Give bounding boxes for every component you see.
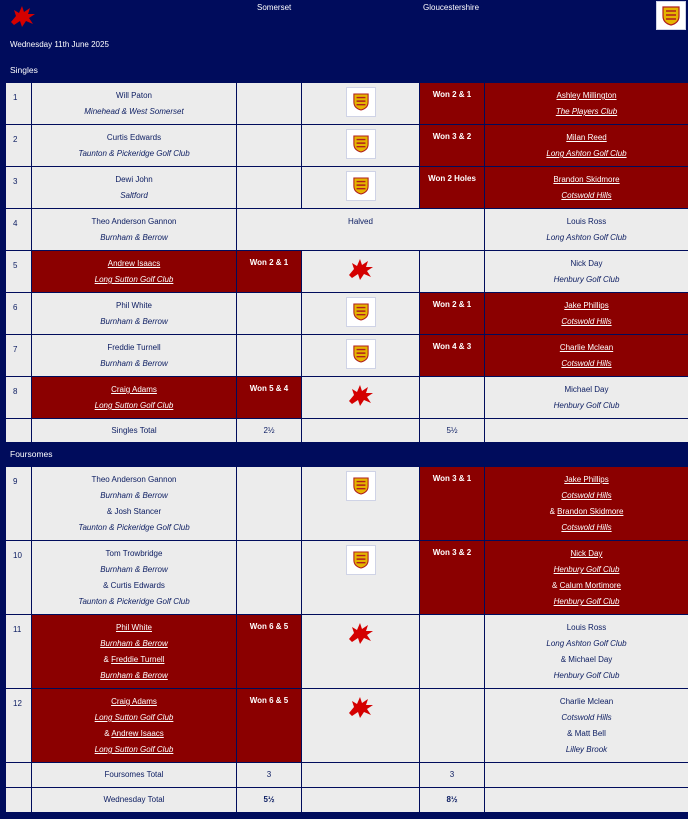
home-players [32, 689, 237, 763]
club-name: Burnham & Berrow [100, 565, 168, 574]
pair-joiner: & [560, 655, 567, 664]
winner-logo [302, 615, 420, 689]
home-players [32, 167, 237, 209]
club-name: Burnham & Berrow [100, 491, 168, 500]
home-result: Won 5 & 4 [237, 377, 302, 419]
away-result [420, 251, 485, 293]
club-name: Burnham & Berrow [100, 359, 168, 368]
club-name[interactable]: Cotswold Hills [561, 491, 612, 500]
halved-result: Halved [237, 209, 485, 251]
match-row [6, 125, 688, 167]
away-result: Won 2 Holes [420, 167, 485, 209]
club-name: Henbury Golf Club [553, 275, 620, 284]
shield-icon [662, 6, 680, 26]
player-link[interactable]: Jake Phillips [564, 301, 609, 310]
away-result: Won 3 & 2 [420, 125, 485, 167]
shield-icon [346, 129, 376, 159]
total-label: Singles Total [32, 419, 237, 444]
winner-logo [302, 125, 420, 167]
pair-joiner: & [106, 507, 113, 516]
home-players [32, 615, 237, 689]
dragon-icon [346, 693, 376, 721]
player-name: Nick Day [570, 259, 603, 268]
player-name: Michael Day [564, 385, 609, 394]
dragon-icon [346, 255, 376, 283]
away-players [485, 293, 688, 335]
player-link[interactable]: Ashley Millington [556, 91, 617, 100]
player-name: Charlie Mclean [559, 697, 614, 706]
total-spacer [6, 763, 32, 788]
total-label: Foursomes Total [32, 763, 237, 788]
player-name: Louis Ross [566, 217, 607, 226]
player-name: Louis Ross [566, 623, 607, 632]
club-name[interactable]: Long Sutton Golf Club [94, 275, 174, 284]
player-link[interactable]: Craig Adams [111, 385, 157, 394]
away-players [485, 377, 688, 419]
home-result: Won 6 & 5 [237, 689, 302, 763]
match-row [6, 467, 688, 541]
player-name: Theo Anderson Gannon [91, 217, 177, 226]
away-players [485, 167, 688, 209]
away-players [485, 335, 688, 377]
away-result: Won 4 & 3 [420, 335, 485, 377]
match-row [6, 541, 688, 615]
player-name: Tom Trowbridge [105, 549, 163, 558]
away-result: Won 3 & 2 [420, 541, 485, 615]
shield-icon [346, 297, 376, 327]
pair-joiner: & [103, 581, 109, 590]
player-link[interactable]: Brandon Skidmore [557, 507, 624, 516]
player-name: Matt Bell [574, 729, 606, 738]
match-row [6, 293, 688, 335]
club-name: Henbury Golf Club [553, 671, 620, 680]
total-spacer [6, 788, 32, 813]
total-spacer [302, 763, 420, 788]
foursomes-heading: Foursomes [5, 442, 688, 466]
club-name: Burnham & Berrow [100, 233, 168, 242]
away-result: Won 3 & 1 [420, 467, 485, 541]
shield-icon [346, 339, 376, 369]
away-players [485, 615, 688, 689]
total-label: Wednesday Total [32, 788, 237, 813]
match-number: 2 [6, 125, 32, 167]
foursomes-table [5, 466, 688, 813]
away-players [485, 83, 688, 125]
player-link[interactable]: Milan Reed [566, 133, 607, 142]
winner-logo [302, 83, 420, 125]
player-link[interactable]: Craig Adams [111, 697, 157, 706]
dragon-icon [346, 381, 376, 409]
player-link[interactable]: Freddie Turnell [111, 655, 165, 664]
away-result [420, 615, 485, 689]
club-name[interactable]: Long Sutton Golf Club [94, 713, 174, 722]
home-players [32, 125, 237, 167]
player-name: Will Paton [115, 91, 152, 100]
home-players [32, 209, 237, 251]
away-players [485, 467, 688, 541]
winner-logo [302, 293, 420, 335]
club-name[interactable]: Cotswold Hills [561, 317, 612, 326]
singles-table [5, 82, 688, 444]
match-number: 5 [6, 251, 32, 293]
winner-logo [302, 377, 420, 419]
shield-icon [346, 471, 376, 501]
home-result [237, 167, 302, 209]
match-number: 4 [6, 209, 32, 251]
somerset-logo [8, 2, 38, 30]
player-name: Curtis Edwards [106, 133, 162, 142]
club-name: Minehead & West Somerset [84, 107, 184, 116]
away-players [485, 209, 688, 251]
club-name[interactable]: Henbury Golf Club [553, 565, 620, 574]
total-spacer [6, 419, 32, 444]
away-total: 3 [420, 763, 485, 788]
home-players [32, 541, 237, 615]
home-result [237, 83, 302, 125]
match-number: 8 [6, 377, 32, 419]
home-total: 3 [237, 763, 302, 788]
club-name: Taunton & Pickeridge Golf Club [78, 523, 190, 532]
home-result: Won 2 & 1 [237, 251, 302, 293]
home-players [32, 251, 237, 293]
home-result [237, 293, 302, 335]
away-result: Won 2 & 1 [420, 83, 485, 125]
home-players [32, 293, 237, 335]
winner-logo [302, 251, 420, 293]
club-name[interactable]: The Players Club [555, 107, 618, 116]
away-players [485, 251, 688, 293]
pair-joiner: & [567, 729, 573, 738]
home-result [237, 467, 302, 541]
player-name: Phil White [115, 301, 152, 310]
match-row [6, 335, 688, 377]
match-row [6, 167, 688, 209]
home-players [32, 377, 237, 419]
club-name[interactable]: Cotswold Hills [561, 359, 612, 368]
home-players [32, 335, 237, 377]
player-link[interactable]: Andrew Isaacs [107, 259, 161, 268]
home-result [237, 125, 302, 167]
match-row [6, 209, 688, 251]
player-link[interactable]: Phil White [115, 623, 152, 632]
match-number: 10 [6, 541, 32, 615]
home-result [237, 541, 302, 615]
player-link[interactable]: Jake Phillips [564, 475, 609, 484]
home-players [32, 467, 237, 541]
club-name[interactable]: Long Sutton Golf Club [94, 745, 174, 754]
away-total: 8½ [420, 788, 485, 813]
pair-joiner: & [104, 729, 110, 738]
away-players [485, 689, 688, 763]
total-row [6, 419, 688, 444]
club-name: Burnham & Berrow [100, 317, 168, 326]
pair-joiner: & [549, 507, 555, 516]
club-name: Taunton & Pickeridge Golf Club [78, 597, 190, 606]
player-name: Josh Stancer [114, 507, 162, 516]
home-result [237, 335, 302, 377]
player-link[interactable]: Charlie Mclean [559, 343, 614, 352]
club-name: Saltford [120, 191, 148, 200]
match-row [6, 615, 688, 689]
total-spacer [302, 788, 420, 813]
player-name: Curtis Edwards [110, 581, 165, 590]
shield-icon [346, 545, 376, 575]
away-total: 5½ [420, 419, 485, 444]
home-team-title: Somerset [257, 3, 292, 12]
home-result: Won 6 & 5 [237, 615, 302, 689]
club-name: Henbury Golf Club [553, 401, 620, 410]
singles-heading: Singles [5, 58, 688, 82]
club-name[interactable]: Long Ashton Golf Club [546, 149, 627, 158]
away-players [485, 125, 688, 167]
dragon-icon [8, 2, 38, 30]
player-name: Theo Anderson Gannon [91, 475, 177, 484]
club-name: Long Ashton Golf Club [546, 639, 627, 648]
match-number: 1 [6, 83, 32, 125]
player-link[interactable]: Andrew Isaacs [111, 729, 164, 738]
gloucestershire-logo [656, 1, 686, 30]
player-name: Dewi John [115, 175, 153, 184]
club-name: Cotswold Hills [561, 713, 612, 722]
pair-joiner: & [103, 655, 109, 664]
club-name[interactable]: Burnham & Berrow [100, 639, 168, 648]
dragon-icon [346, 619, 376, 647]
player-link[interactable]: Brandon Skidmore [553, 175, 620, 184]
away-result [420, 689, 485, 763]
match-row [6, 689, 688, 763]
player-name: Michael Day [568, 655, 613, 664]
total-row [6, 788, 688, 813]
player-name: Freddie Turnell [107, 343, 161, 352]
total-spacer [485, 788, 688, 813]
winner-logo [302, 335, 420, 377]
total-spacer [485, 419, 688, 444]
total-row [6, 763, 688, 788]
match-number: 6 [6, 293, 32, 335]
home-total: 2½ [237, 419, 302, 444]
winner-logo [302, 689, 420, 763]
club-name[interactable]: Burnham & Berrow [100, 671, 168, 680]
away-result [420, 377, 485, 419]
shield-icon [346, 171, 376, 201]
club-name: Lilley Brook [565, 745, 608, 754]
total-spacer [302, 419, 420, 444]
club-name: Taunton & Pickeridge Golf Club [78, 149, 190, 158]
club-name[interactable]: Long Sutton Golf Club [94, 401, 174, 410]
total-spacer [485, 763, 688, 788]
club-name[interactable]: Cotswold Hills [561, 191, 612, 200]
home-total: 5½ [237, 788, 302, 813]
winner-logo [302, 167, 420, 209]
match-number: 7 [6, 335, 32, 377]
pair-joiner: & [552, 581, 558, 590]
away-players [485, 541, 688, 615]
match-row [6, 83, 688, 125]
match-number: 9 [6, 467, 32, 541]
winner-logo [302, 467, 420, 541]
winner-logo [302, 541, 420, 615]
away-team-title: Gloucestershire [423, 3, 480, 12]
match-number: 11 [6, 615, 32, 689]
player-link[interactable]: Calum Mortimore [559, 581, 621, 590]
match-row [6, 377, 688, 419]
home-players [32, 83, 237, 125]
match-number: 12 [6, 689, 32, 763]
club-name[interactable]: Henbury Golf Club [553, 597, 620, 606]
away-result: Won 2 & 1 [420, 293, 485, 335]
club-name: Long Ashton Golf Club [546, 233, 627, 242]
player-link[interactable]: Nick Day [570, 549, 603, 558]
shield-icon [346, 87, 376, 117]
match-number: 3 [6, 167, 32, 209]
match-date: Wednesday 11th June 2025 [10, 40, 109, 49]
club-name[interactable]: Cotswold Hills [561, 523, 612, 532]
match-row [6, 251, 688, 293]
